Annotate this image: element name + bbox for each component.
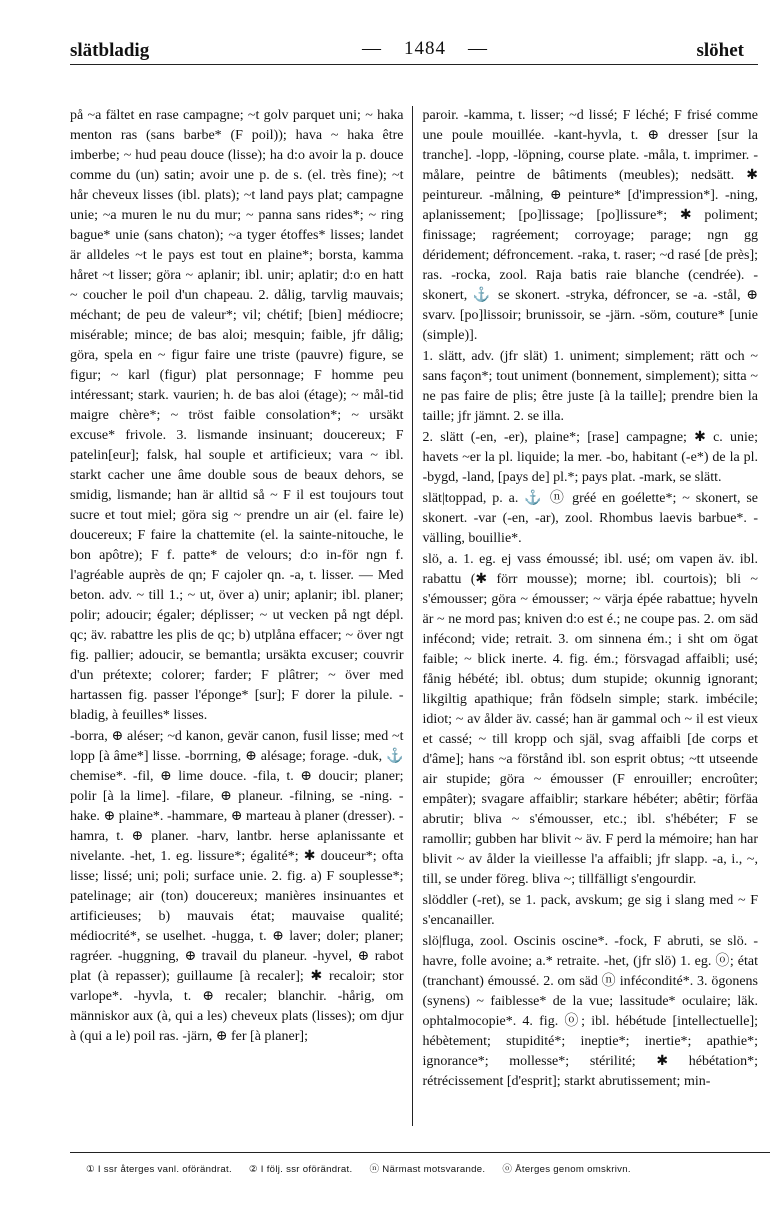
footer-note-1: ① I ssr återges vanl. oförändrat. — [86, 1164, 232, 1175]
entry-slät-compounds: -borra, ⊕ aléser; ~d kanon, gevär canon, fusil lisse; med ~t lopp [à âme*] lisse. -borrning, ⊕ alésage; forage. -duk, ⚓ chemise*. -fil, ⊕ lime douce. -fila, t. ⊕ doucir; planer; polir [à la lime]. -filare, ⊕ planeur. -filning, se -ning. -hake. ⊕ plaine*. -hammare, ⊕ marteau à planer (dresser). -hamra, t. ⊕ planer. -harv, lantbr. herse aplanissante et nivelante. -het, 1. eg. lissure*; égalité*; ✱ douceur*; ofta lisse; lissé; uni; poli; surface unie. 2. fig. a) F souplesse*; patelinage; air (ton) doucereux; manières insinuantes et artificieuses; b) mauvais état; mauvaise qualité; médiocrité*, se uselhet. -hugga, t. ⊕ laver; doler; planer; ragréer. -huggning, ⊕ travail du planeur. -hyvel, ⊕ rabot plat (à repasser); guillaume [à recaler]; ✱ recaloir; stor varlope*. -hyvla, t. ⊕ recaler; blanchir. -hårig, om människor aux (à, qui a les) cheveux plats (lisses); om djur à (qui a le) poil ras. -järn, ⊕ fer [à planer]; — [70, 729, 404, 1044]
entry-slättoppad: slät|toppad, p. a. ⚓ ⓝ gréé en goélette*; ~ skonert, se skonert. -var (-en, -ar), zool. Rhombus laevis barbue*. -välling, bouillie*. — [422, 491, 758, 546]
left-column — [70, 106, 412, 1126]
page-header — [70, 36, 758, 66]
footer-rule — [70, 1152, 770, 1153]
page-number-group — [340, 38, 510, 60]
symbol-legend-footer — [86, 1161, 764, 1175]
right-column — [413, 106, 759, 1126]
page-number: 1484 — [404, 38, 446, 59]
entry-slät-continuation: på ~a fältet en rase campagne; ~t golv parquet uni; ~ haka menton ras (sans barbe* (F poil)); hava ~ haka être imberbe; ~ hud peau douce (lisse); ha d:o avoir la p. douce comme du (un) satin; avoir une p. de s. (el. très fine); ~t hår cheveux lisses (ibl. plats); ~t land pays plat; campagne unie; ~a muren le nu du mur; ~ panna sans rides*; ~ ring bague* unie (sans chaton); ~a tyger étoffes* lisses; landet är alldeles ~t le pays est tout en plaine*; borsta, kamma håret ~t lisser; göra ~ aplanir; ibl. unir; aplatir; d:o en hatt ~ coucher le poil d'un chapeau. 2. dålig, tarvlig mauvais; méchant; de peu de valeur*; vil; chétif; [bien] médiocre; misérable; mince; de bas aloi; mesquin; faible, jfr dålig; göra, spela en ~ figur faire une triste (pauvre) figure, se figur; ~ karl (figur) plat personnage; F homme peu intéressant; stark. vaurien; h. de bas aloi (étage); ~ mål-tid maigre chère*; ~ tröst faible consolation*; ~ ursäkt excuse* frivole. 3. lismande insinuant; doucereux; F patelin[eur]; falsk, hal souple et artificieux; vara ~ ibl. starkt cacher une âme double sous de beaux dehors, se smidig, lismande; han är alltid så ~ F il est toujours tout sucre et tout miel; göra sig ~ prendre un air (el. faire le) doucereux; F faire la chattemite (el. la sainte-nitouche, le bon apôtre); F f. patte* de velours; d:o in-för ngn f. l'agréable auprès de qn; F cajoler qn. -a, t. lisser. — Med beton. adv. ~ till 1.; ~ ut, över a) unir; aplanir; ibl. planer; polir; adoucir; égaler; déplisser; ~ ut vecken på ngt dépl. qc; äv. rabattre les plis de qc; b) utplåna effacer; ~ över ngt fig. pallier; adoucir, se bemantla; ursäkta excuser; couvrir d'un prétexte; colorer; farder; F plâtrer; ~ över med hartassen fig. passer l'éponge* [sur]; F dorer la pilule. -bladig, à feuilles* lisses. — [70, 108, 404, 723]
footer-note-3: ⓝ Närmast motsvarande. — [369, 1164, 486, 1175]
entry-slödder: slöddler (-ret), se 1. pack, avskum; ge sig i slang med ~ F s'encanailler. — [422, 893, 758, 928]
right-running-headword: slöhet — [696, 40, 744, 61]
entry-slö: slö, a. 1. eg. ej vass émoussé; ibl. usé; om vapen äv. ibl. rabattu (✱ förr mousse); morne; ibl. courtois); bli ~ s'émousser; göra ~ émousser; ~ värja épée rabattue; hyveln är ~ ne mord pas; kniven d:o est é.; ne coupe pas. 2. om säd infécond; vide; retrait. 3. om sinnena ém.; i sht om ögat faible; ~ blick inerte. 4. fig. ém.; försvagad affaibli; usé; fånig hébété; ibl. obtus; dum stupide; okunnig ignorant; likgiltig apathique; från födseln simple; stark. imbécile; idiot; ~ av ålder äv. cassé; han är gammal och ~ il est vieux et cassé; ~ till kropp och själ, svag affaibli [de corps et d'âme]; hans ~a förstånd ibl. son esprit obtus; ~tt utseende air stupide; göra ~ émousser (F enrouiller; encroûter; empâter); svagare affaiblir; starkare hébéter; abêtir; förfäa abrutir; bliva ~ s'émousser, etc.; ibl. s'hébéter; F se ramollir; gubben har blivit ~ äv. F perd la mémoire; han har blivit ~ av ålder la vieillesse l'a affaibli; jfr slapp. -a, i., ~, till, se under föreg. bliva ~; tillfälligt s'engourdir. — [422, 552, 758, 887]
header-rule — [70, 64, 758, 65]
entry-slätt-adverb: 1. slätt, adv. (jfr slät) 1. uniment; simplement; rätt och ~ sans façon*; tout uniment (bonnement, simplement); sitta ~ ne pas faire de plis; être juste [à la taille]; prendre bien la taille; jfr jämnt. 2. se illa. — [422, 349, 758, 424]
footer-note-4: ⓞ Återges genom omskrivn. — [502, 1164, 631, 1175]
left-running-headword: slätbladig — [70, 40, 150, 61]
text-columns — [70, 106, 758, 1126]
footer-note-2: ② I följ. ssr oförändrat. — [248, 1164, 353, 1175]
entry-slätt-noun: 2. slätt (-en, -er), plaine*; [rase] campagne; ✱ c. unie; havets ~er la pl. liquide; la mer. -bo, habitant (-e*) de la pl. -bygd, -land, [pays de] pl.*; pays plat. -mark, se slätt. — [422, 430, 758, 485]
entry-slöfluga: slö|fluga, zool. Oscinis oscine*. -fock, F abruti, se slö. -havre, folle avoine; a.* retraite. -het, (jfr slö) 1. eg. ⓞ; état (tranchant) émoussé. 2. om säd ⓝ infécondité*. 3. ögonens (synens) ~ faiblesse* de la vue; lassitude* oculaire; läk. ophtalmocopie*. 4. fig. ⓞ; ibl. hébétude [intellectuelle]; hébètement; stupidité*; ineptie*; inertie*; apathie*; ignorance*; mollesse*; stérilité; ✱ hébétation*; rétrécissement [d'esprit]; starkt abrutissement; min- — [422, 934, 758, 1089]
entry-slät-compounds-continued: paroir. -kamma, t. lisser; ~d lissé; F léché; F frisé comme une poule mouillée. -kant-hyvla, t. ⊕ dresser [sur la tranche]. -lopp, -löpning, course plate. -måla, t. imprimer. -målare, peintre de bâtiments (meubles); nedsätt. ✱ peintureur. -målning, ⊕ peinture* [d'impression*]. -ning, aplanissement; [po]lissage; [po]lissure*; ✱ poliment; finissage; ragréement; corroyage; parage; ngn gg déridement; défroncement. -raka, t. raser; ~d rasé [de près]; ras. -rocka, zool. Raja batis raie blanche (cendrée). -skonert, ⚓ se skonert. -stryka, défroncer, se -a. -stål, ⊕ svarv. [po]lissoir; brunissoir, se -järn. -söm, couture* [unie (simple)]. — [422, 108, 758, 343]
right-dash: — — [468, 38, 488, 59]
left-dash: — — [362, 38, 382, 59]
